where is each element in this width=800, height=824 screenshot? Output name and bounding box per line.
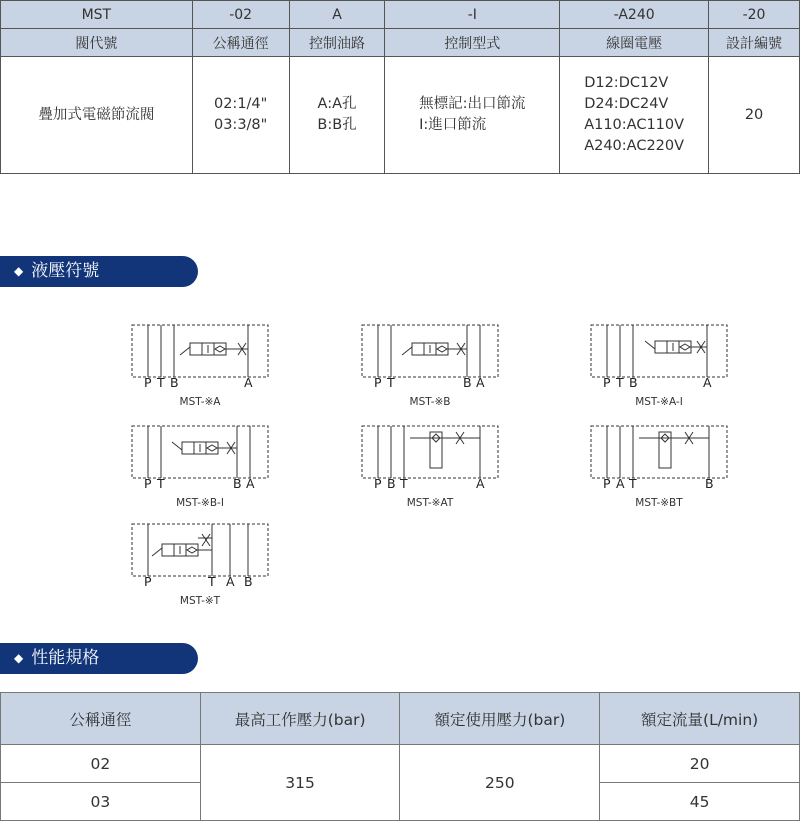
table-row: [1, 745, 800, 783]
section-title-hydraulic: [0, 256, 198, 287]
code-cell: -02: [192, 1, 289, 29]
voltage-line: A110:AC110V: [584, 117, 685, 133]
code-cell: A: [289, 1, 385, 29]
port-label: A: [476, 476, 485, 491]
flow-cell: 20: [600, 745, 800, 783]
port-label: B: [233, 476, 242, 491]
valve-name: 疊加式電磁節流閥: [1, 57, 193, 174]
table-header-cell: 公稱通徑: [1, 693, 201, 745]
symbol-caption: MST-※B-I: [176, 497, 224, 509]
port-label: P: [374, 476, 382, 491]
port-label: T: [157, 476, 165, 491]
symbol-caption: MST-※AT: [406, 497, 454, 509]
port-label: A: [703, 375, 712, 390]
port-label: A: [616, 476, 625, 491]
port-label: P: [144, 574, 152, 589]
symbol-diagram: [130, 522, 270, 580]
header-cell: 設計編號: [709, 29, 800, 57]
port-label: T: [387, 375, 395, 390]
symbol-diagram: [360, 424, 500, 482]
hydraulic-symbol: [589, 424, 729, 509]
diamond-icon: ◆: [14, 264, 24, 278]
header-row: [1, 29, 800, 57]
header-cell: 控制型式: [385, 29, 560, 57]
hydraulic-symbol: [360, 424, 500, 509]
rated-pressure-cell: 250: [400, 745, 600, 821]
port-labels: [130, 574, 270, 590]
size-line: 03:3/8": [213, 117, 268, 133]
code-cell: -A240: [560, 1, 709, 29]
table-header-cell: 額定流量(L/min): [600, 693, 800, 745]
voltage-values: [560, 57, 709, 174]
symbol-diagram: [130, 323, 270, 381]
diamond-icon: ◆: [14, 651, 24, 665]
voltage-line: D12:DC12V: [584, 75, 669, 91]
port-label: A: [246, 476, 255, 491]
control-line: A:A孔: [317, 96, 357, 112]
port-label: A: [244, 375, 253, 390]
values-row: [1, 57, 800, 174]
control-type-line: I:進口節流: [419, 117, 487, 133]
control-line: B:B孔: [317, 117, 357, 133]
control-type-line: 無標記:出口節流: [419, 96, 526, 112]
port-labels: [360, 375, 500, 391]
port-label: P: [144, 375, 152, 390]
flow-cell: 45: [600, 783, 800, 821]
header-cell: 線圈電壓: [560, 29, 709, 57]
hydraulic-symbol: [360, 323, 500, 408]
port-label: P: [374, 375, 382, 390]
port-label: T: [616, 375, 624, 390]
section-title-text: 性能規格: [31, 648, 100, 668]
symbol-caption: MST-※T: [179, 595, 221, 607]
code-cell: -I: [385, 1, 560, 29]
port-label: A: [226, 574, 235, 589]
voltage-line: A240:AC220V: [584, 138, 685, 154]
header-cell: 公稱通徑: [192, 29, 289, 57]
port-label: P: [603, 476, 611, 491]
port-label: T: [629, 476, 637, 491]
port-label: A: [476, 375, 485, 390]
port-label: P: [603, 375, 611, 390]
code-cell: -20: [709, 1, 800, 29]
port-label: P: [144, 476, 152, 491]
hydraulic-symbol: [130, 522, 270, 607]
size-values: [192, 57, 289, 174]
port-label: B: [463, 375, 472, 390]
symbol-diagram: [130, 424, 270, 482]
port-label: B: [705, 476, 714, 491]
size-cell: 03: [1, 783, 201, 821]
port-labels: [130, 375, 270, 391]
port-labels: [360, 476, 500, 492]
size-line: 02:1/4": [213, 96, 268, 112]
table-header-cell: 最高工作壓力(bar): [200, 693, 400, 745]
port-label: B: [387, 476, 396, 491]
port-labels: [589, 375, 729, 391]
hydraulic-symbol: [589, 323, 729, 408]
header-cell: 閥代號: [1, 29, 193, 57]
symbol-diagram: [360, 323, 500, 381]
header-cell: 控制油路: [289, 29, 385, 57]
table-header-cell: 額定使用壓力(bar): [400, 693, 600, 745]
performance-table: [0, 692, 800, 821]
port-label: B: [170, 375, 179, 390]
hydraulic-symbol: [130, 424, 270, 509]
symbol-caption: MST-※B: [409, 396, 451, 408]
table-header-row: [1, 693, 800, 745]
section-title-performance: [0, 643, 198, 674]
port-label: T: [208, 574, 216, 589]
control-type-values: [385, 57, 560, 174]
port-label: B: [244, 574, 253, 589]
symbol-caption: MST-※A-I: [635, 396, 683, 408]
port-labels: [589, 476, 729, 492]
hydraulic-symbol: [130, 323, 270, 408]
port-label: T: [400, 476, 408, 491]
port-labels: [130, 476, 270, 492]
model-code-table: [0, 0, 800, 174]
port-label: B: [629, 375, 638, 390]
symbol-diagram: [589, 424, 729, 482]
symbol-caption: MST-※BT: [635, 497, 683, 509]
size-cell: 02: [1, 745, 201, 783]
code-row: [1, 1, 800, 29]
port-label: T: [157, 375, 165, 390]
code-cell: MST: [1, 1, 193, 29]
section-title-text: 液壓符號: [31, 261, 100, 281]
control-line-values: [289, 57, 385, 174]
voltage-line: D24:DC24V: [584, 96, 669, 112]
max-pressure-cell: 315: [200, 745, 400, 821]
design-number: 20: [709, 57, 800, 174]
symbol-caption: MST-※A: [179, 396, 221, 408]
symbol-diagram: [589, 323, 729, 381]
